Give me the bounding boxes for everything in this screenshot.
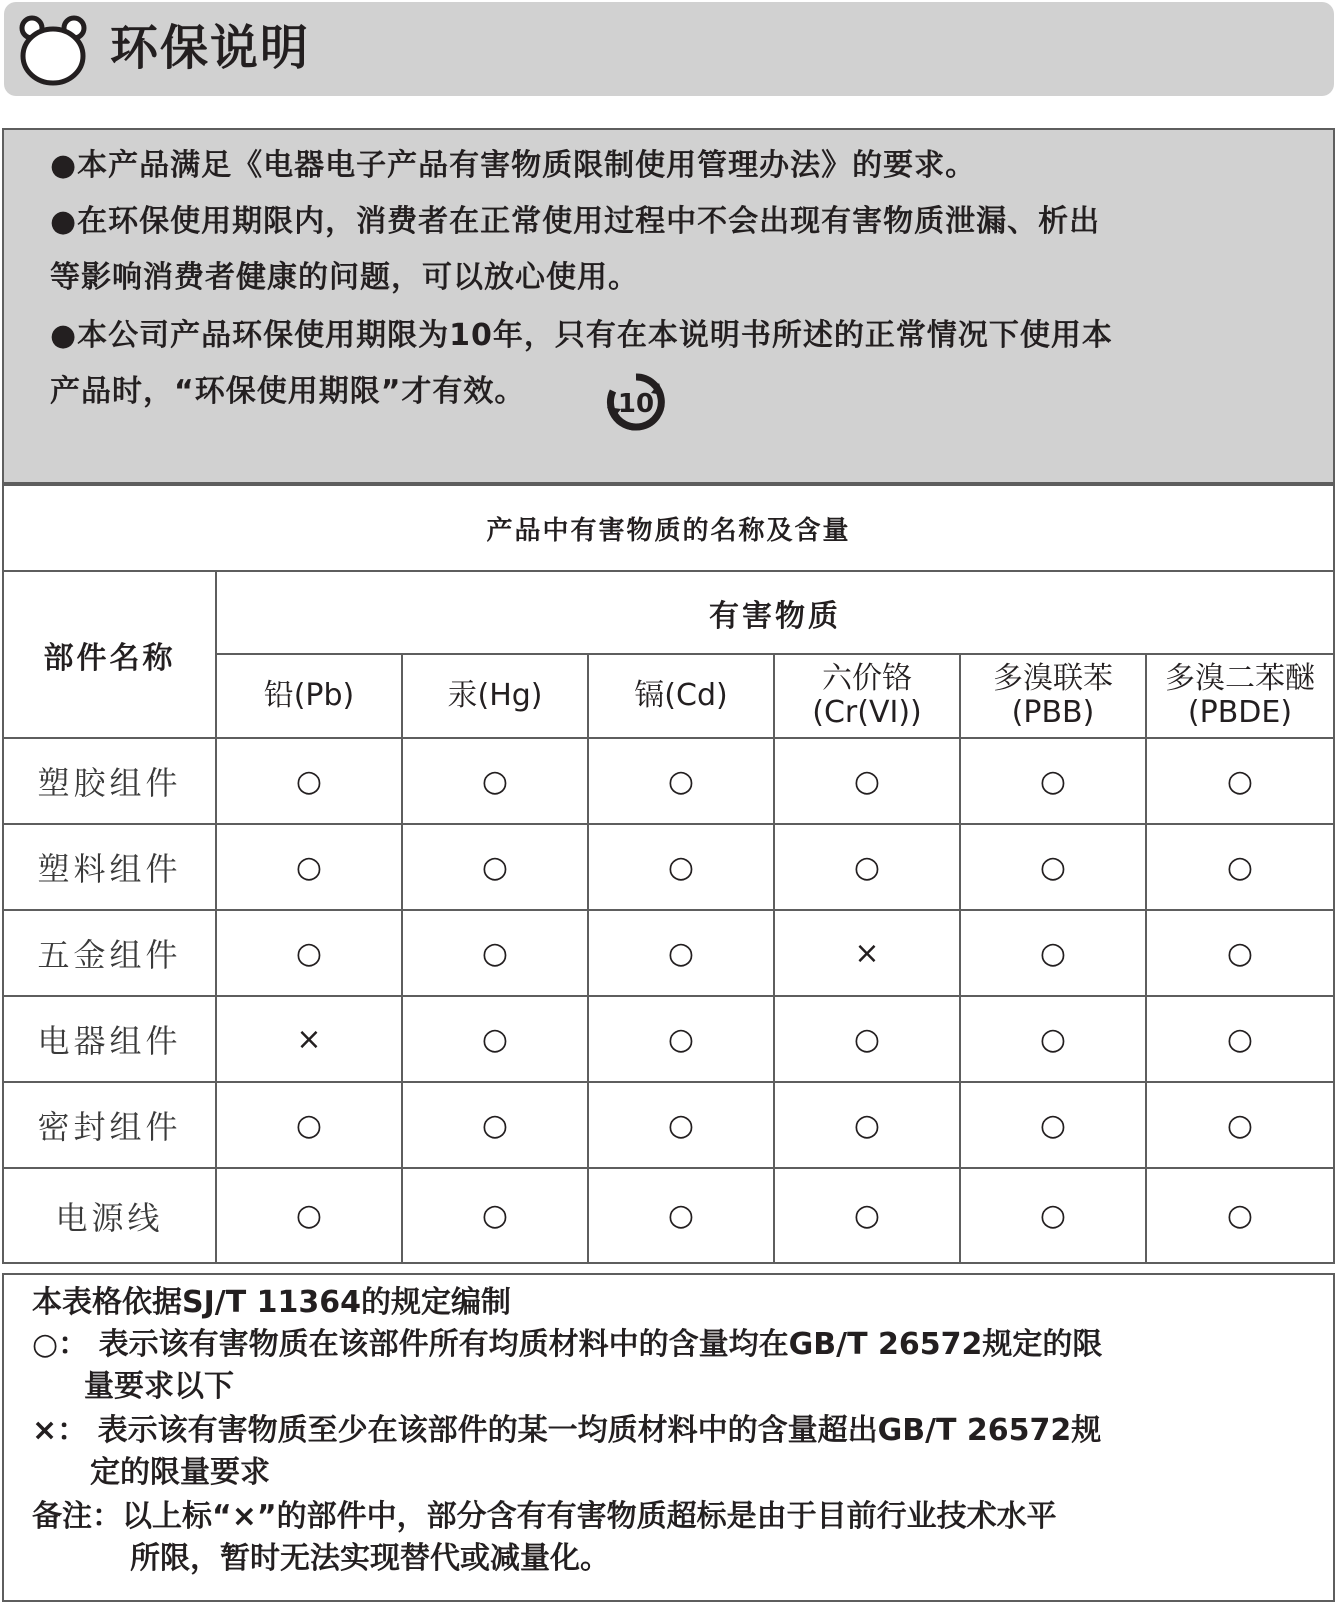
notes-basis: 本表格依据SJ/T 11364的规定编制 bbox=[32, 1285, 512, 1320]
part-name-cell: 塑胶组件 bbox=[37, 764, 182, 802]
compliance-mark: ○ bbox=[1039, 935, 1067, 971]
compliance-mark: ○ bbox=[1226, 849, 1254, 885]
table-caption: 产品中有害物质的名称及含量 bbox=[486, 515, 851, 546]
compliance-mark: ○ bbox=[853, 1021, 881, 1057]
notes-circle-line-1: ○： 表示该有害物质在该部件所有均质材料中的含量均在GB/T 26572规定的限 bbox=[32, 1327, 1103, 1362]
notes-remark-line-1: 备注：以上标“×”的部件中，部分含有有害物质超标是由于目前行业技术水平 bbox=[32, 1499, 1057, 1534]
environmental-notice bbox=[2, 128, 1335, 484]
compliance-mark: ○ bbox=[1226, 1198, 1254, 1233]
notice-line-5: 产品时，“环保使用期限”才有效。 bbox=[50, 374, 526, 409]
compliance-mark: ○ bbox=[1039, 1198, 1067, 1233]
section-header bbox=[4, 2, 1334, 96]
notice-line-2: ●在环保使用期限内，消费者在正常使用过程中不会出现有害物质泄漏、析出 bbox=[50, 204, 1101, 239]
part-name-cell: 电器组件 bbox=[37, 1022, 182, 1060]
compliance-mark: ○ bbox=[1039, 1021, 1067, 1057]
compliance-mark: ○ bbox=[853, 849, 881, 885]
notes-cross-line-1: ×： 表示该有害物质至少在该部件的某一均质材料中的含量超出GB/T 26572规 bbox=[32, 1413, 1102, 1448]
compliance-mark: ○ bbox=[295, 1107, 323, 1143]
compliance-mark: ○ bbox=[667, 849, 695, 885]
compliance-mark: ○ bbox=[667, 1021, 695, 1057]
compliance-mark: × bbox=[296, 1021, 322, 1057]
compliance-mark: ○ bbox=[667, 1107, 695, 1143]
compliance-mark: ○ bbox=[1226, 1021, 1254, 1057]
notes-circle-line-2: 量要求以下 bbox=[84, 1369, 234, 1404]
notes-cross-line-2: 定的限量要求 bbox=[90, 1455, 270, 1490]
part-name-cell: 电源线 bbox=[55, 1198, 164, 1237]
notice-line-1: ●本产品满足《电器电子产品有害物质限制使用管理办法》的要求。 bbox=[50, 148, 977, 183]
table-notes bbox=[2, 1273, 1335, 1602]
compliance-mark: ○ bbox=[853, 763, 881, 799]
column-header: 镉(Cd) bbox=[634, 678, 728, 713]
column-header: 六价铬 (Cr(VI)) bbox=[812, 661, 922, 730]
part-name-cell: 五金组件 bbox=[37, 936, 182, 974]
notes-remark-line-2: 所限，暂时无法实现替代或减量化。 bbox=[130, 1541, 610, 1576]
notice-line-3: 等影响消费者健康的问题，可以放心使用。 bbox=[50, 260, 639, 295]
column-header: 汞(Hg) bbox=[447, 678, 543, 713]
compliance-mark: ○ bbox=[1039, 1107, 1067, 1143]
compliance-mark: ○ bbox=[481, 849, 509, 885]
compliance-mark: ○ bbox=[1226, 935, 1254, 971]
column-header: 多溴联苯 (PBB) bbox=[993, 661, 1113, 730]
compliance-mark: ○ bbox=[1226, 763, 1254, 799]
compliance-mark: ○ bbox=[295, 763, 323, 799]
eco-period-10-icon bbox=[605, 371, 667, 433]
bear-face-icon bbox=[18, 12, 88, 86]
hazardous-substance-header: 有害物质 bbox=[709, 598, 841, 634]
hazardous-substances-table bbox=[2, 484, 1335, 1264]
page-title: 环保说明 bbox=[110, 20, 311, 76]
compliance-mark: ○ bbox=[667, 763, 695, 799]
compliance-mark: ○ bbox=[667, 935, 695, 971]
seal-number: 10 bbox=[617, 389, 655, 419]
compliance-mark: ○ bbox=[481, 935, 509, 971]
compliance-mark: ○ bbox=[1039, 849, 1067, 885]
column-header: 铅(Pb) bbox=[263, 678, 355, 713]
compliance-mark: ○ bbox=[295, 935, 323, 971]
compliance-mark: ○ bbox=[853, 1198, 881, 1233]
compliance-mark: ○ bbox=[1226, 1107, 1254, 1143]
compliance-mark: ○ bbox=[481, 1021, 509, 1057]
part-name-header: 部件名称 bbox=[43, 640, 176, 676]
part-name-cell: 密封组件 bbox=[37, 1108, 182, 1146]
compliance-mark: ○ bbox=[295, 849, 323, 885]
compliance-mark: ○ bbox=[481, 763, 509, 799]
compliance-mark: ○ bbox=[667, 1198, 695, 1233]
compliance-mark: ○ bbox=[1039, 763, 1067, 799]
compliance-mark: ○ bbox=[481, 1107, 509, 1143]
compliance-mark: ○ bbox=[853, 1107, 881, 1143]
compliance-mark: ○ bbox=[481, 1198, 509, 1233]
notice-line-4: ●本公司产品环保使用期限为10年，只有在本说明书所述的正常情况下使用本 bbox=[50, 318, 1113, 353]
compliance-mark: × bbox=[854, 935, 880, 971]
column-header: 多溴二苯醚 (PBDE) bbox=[1165, 661, 1315, 730]
compliance-mark: ○ bbox=[295, 1198, 323, 1233]
part-name-cell: 塑料组件 bbox=[37, 850, 182, 888]
